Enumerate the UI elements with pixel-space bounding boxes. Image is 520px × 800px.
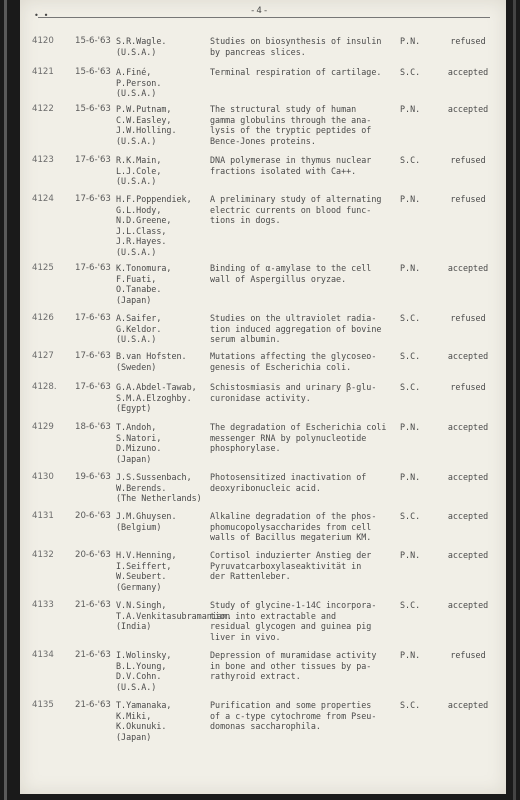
entry-number: 4134: [32, 650, 54, 660]
entry-date: 21-6-'63: [75, 600, 111, 610]
entry-code: S.C.: [400, 351, 421, 361]
entry-title: Study of glycine-1-14C incorpora- tion into extractable and residual glycogen and guinea pig liver in vivo.: [210, 600, 377, 642]
entry-code: S.C.: [400, 155, 421, 165]
entry-date: 17-6-'63: [75, 351, 111, 361]
entry-status: refused: [450, 313, 486, 323]
entry-authors: P.W.Putnam, C.W.Easley, J.W.Holling. (U.S.A.): [116, 104, 177, 146]
entry-number: 4131: [32, 511, 54, 521]
entry-number: 4135: [32, 700, 54, 710]
entry-number: 4125: [32, 263, 54, 273]
document-page: [20, 0, 506, 794]
entry-date: 17-6-'63: [75, 263, 111, 273]
entry-authors: J.S.Sussenbach, W.Berends. (The Netherlands): [116, 472, 202, 504]
entry-status: accepted: [447, 422, 489, 432]
entry-number: 4133: [32, 600, 54, 610]
margin-marks: • •: [34, 11, 49, 20]
header-rule: [38, 17, 490, 18]
entry-code: P.N.: [400, 263, 421, 273]
entry-title: Studies on the ultraviolet radia- tion induced aggregation of bovine serum albumin.: [210, 313, 382, 345]
entry-authors: A.Saifer, G.Keldor. (U.S.A.): [116, 313, 162, 345]
entry-title: Schistosmiasis and urinary β-glu- curonidase activity.: [210, 382, 377, 403]
entry-date: 19-6-'63: [75, 472, 111, 482]
entry-title: DNA polymerase in thymus nuclear fractions isolated with Ca++.: [210, 155, 372, 176]
entry-title: Terminal respiration of cartilage.: [210, 67, 382, 77]
entry-title: A preliminary study of alternating electric currents on blood func- tions in dogs.: [210, 194, 382, 226]
entry-title: Purification and some properties of a c-type cytochrome from Pseu- domonas saccharophila.: [210, 700, 377, 732]
entry-status: refused: [450, 36, 486, 46]
entry-authors: G.A.Abdel-Tawab, S.M.A.Elzoghby. (Egypt): [116, 382, 197, 414]
entry-authors: H.F.Poppendiek, G.L.Hody, N.D.Greene, J.L.Class, J.R.Hayes. (U.S.A.): [116, 194, 192, 257]
entry-code: P.N.: [400, 422, 421, 432]
entry-number: 4120: [32, 36, 54, 46]
entry-status: accepted: [447, 700, 489, 710]
entry-number: 4122: [32, 104, 54, 114]
entry-title: Depression of muramidase activity in bone and other tissues by pa- rathyroid extract.: [210, 650, 377, 682]
entry-code: S.C.: [400, 67, 421, 77]
entry-date: 20-6-'63: [75, 511, 111, 521]
entry-title: Cortisol induzierter Anstieg der Pyruvatcarboxylaseaktivität in der Rattenleber.: [210, 550, 372, 582]
entry-date: 17-6-'63: [75, 382, 111, 392]
entry-date: 17-6-'63: [75, 155, 111, 165]
entry-code: S.C.: [400, 511, 421, 521]
entry-date: 15-6-'63: [75, 104, 111, 114]
entry-status: refused: [450, 382, 486, 392]
entry-code: S.C.: [400, 382, 421, 392]
entry-code: P.N.: [400, 104, 421, 114]
entry-authors: I.Wolinsky, B.L.Young, D.V.Cohn. (U.S.A.): [116, 650, 172, 692]
entry-status: accepted: [447, 263, 489, 273]
entry-title: Binding of α-amylase to the cell wall of Aspergillus oryzae.: [210, 263, 372, 284]
entry-status: refused: [450, 194, 486, 204]
entry-code: P.N.: [400, 194, 421, 204]
entry-number: 4130: [32, 472, 54, 482]
entry-status: accepted: [447, 104, 489, 114]
entry-date: 15-6-'63: [75, 36, 111, 46]
entry-number: 4129: [32, 422, 54, 432]
entry-number: 4123: [32, 155, 54, 165]
entry-status: accepted: [447, 351, 489, 361]
entry-date: 21-6-'63: [75, 650, 111, 660]
entry-date: 17-6-'63: [75, 313, 111, 323]
entry-authors: B.van Hofsten. (Sweden): [116, 351, 187, 372]
entry-number: 4124: [32, 194, 54, 204]
entry-title: Mutations affecting the glycoseo- genesis of Escherichia coli.: [210, 351, 377, 372]
entry-number: 4128.: [32, 382, 57, 392]
entry-authors: A.Finé, P.Person. (U.S.A.): [116, 67, 162, 99]
entry-status: refused: [450, 650, 486, 660]
entry-authors: S.R.Wagle. (U.S.A.): [116, 36, 167, 57]
entry-date: 20-6-'63: [75, 550, 111, 560]
entry-authors: H.V.Henning, I.Seiffert, W.Seubert. (Germany): [116, 550, 177, 592]
entry-code: P.N.: [400, 650, 421, 660]
entry-status: accepted: [447, 67, 489, 77]
entry-authors: V.N.Singh, T.A.Venkitasubramanian. (India): [116, 600, 232, 632]
entry-code: S.C.: [400, 313, 421, 323]
entry-status: accepted: [447, 511, 489, 521]
entry-code: P.N.: [400, 550, 421, 560]
entry-title: The structural study of human gamma globulins through the ana- lysis of the tryptic peptides of Bence-Jones proteins.: [210, 104, 372, 146]
entry-title: Studies on biosynthesis of insulin by pancreas slices.: [210, 36, 382, 57]
page-number: -4-: [250, 6, 270, 16]
entry-status: accepted: [447, 600, 489, 610]
entry-authors: T.Andoh, S.Natori, D.Mizuno. (Japan): [116, 422, 162, 464]
entry-title: The degradation of Escherichia coli messenger RNA by polynucleotide phosphorylase.: [210, 422, 387, 454]
entry-code: S.C.: [400, 700, 421, 710]
page-edge-right: [513, 0, 516, 800]
entry-authors: J.M.Ghuysen. (Belgium): [116, 511, 177, 532]
page-edge-left: [4, 0, 7, 800]
entry-authors: T.Yamanaka, K.Miki, K.Okunuki. (Japan): [116, 700, 172, 742]
entry-status: accepted: [447, 550, 489, 560]
entry-date: 15-6-'63: [75, 67, 111, 77]
entry-authors: K.Tonomura, F.Fuati, O.Tanabe. (Japan): [116, 263, 172, 305]
entry-status: refused: [450, 155, 486, 165]
entry-date: 21-6-'63: [75, 700, 111, 710]
entry-title: Photosensitized inactivation of deoxyribonucleic acid.: [210, 472, 367, 493]
entry-authors: R.K.Main, L.J.Cole, (U.S.A.): [116, 155, 162, 187]
entry-title: Alkaline degradation of the phos- phomucopolysaccharides from cell walls of Bacillus megaterium KM.: [210, 511, 377, 543]
entry-date: 17-6-'63: [75, 194, 111, 204]
entry-number: 4127: [32, 351, 54, 361]
entry-code: S.C.: [400, 600, 421, 610]
entry-number: 4132: [32, 550, 54, 560]
entry-number: 4126: [32, 313, 54, 323]
entry-date: 18-6-'63: [75, 422, 111, 432]
entry-number: 4121: [32, 67, 54, 77]
entry-status: accepted: [447, 472, 489, 482]
entry-code: P.N.: [400, 472, 421, 482]
entry-code: P.N.: [400, 36, 421, 46]
